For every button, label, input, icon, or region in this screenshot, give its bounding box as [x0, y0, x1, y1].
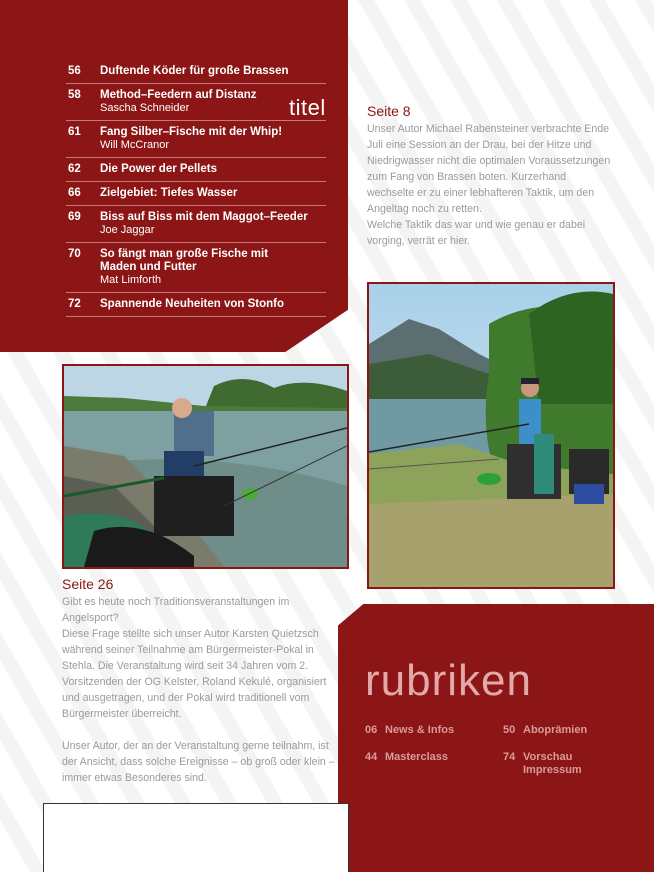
toc-title: Spannende Neuheiten von Stonfo [100, 298, 285, 310]
article-teaser-seite-26 [62, 576, 342, 786]
teaser-text-3: Unser Autor, der an der Veranstaltung gerne teilnahm, ist der Ansicht, dass solche Ereignisse – ob groß oder klein – immer etwas Besonderes sind. [62, 740, 335, 784]
toc-title: Method–Feedern auf Distanz [100, 89, 257, 101]
rubrik-label: News & Infos [385, 724, 455, 736]
rubrik-label: Aboprämien [523, 724, 588, 736]
toc-title: Die Power der Pellets [100, 163, 217, 175]
toc-author: Will McCranor [100, 139, 170, 151]
rubrik-page-number: 44 [365, 751, 378, 763]
toc-entry [66, 293, 326, 317]
rubrik-page-number: 50 [503, 724, 516, 736]
section-label-titel: titel [289, 95, 326, 120]
toc-entry [66, 243, 326, 293]
table-of-contents [66, 60, 326, 317]
rubriken-heading: rubriken [365, 656, 532, 705]
toc-title: Zielgebiet: Tiefes Wasser [100, 187, 238, 199]
toc-title: Fang Silber–Fische mit der Whip! [100, 126, 283, 138]
toc-page-number: 61 [68, 126, 81, 138]
rubriken-panel [338, 604, 654, 872]
photo-angler-seated-by-lake [62, 364, 349, 569]
toc-page-number: 62 [68, 163, 81, 175]
article-teaser-seite-8 [367, 103, 615, 249]
toc-entry [66, 182, 326, 206]
rubrik-item [365, 724, 454, 737]
toc-author: Sascha Schneider [100, 102, 190, 114]
toc-page-number: 72 [68, 298, 81, 310]
toc-author: Joe Jaggar [100, 224, 155, 236]
toc-entry [66, 121, 326, 158]
teaser-heading: Seite 26 [62, 576, 114, 592]
teaser-text: Gibt es heute noch Traditionsveranstaltungen im Angelsport? [62, 596, 290, 624]
toc-entry [66, 206, 326, 243]
rubrik-page-number: 74 [503, 751, 516, 763]
rubrik-page-number: 06 [365, 724, 378, 736]
rubrik-label: Masterclass [385, 751, 448, 763]
toc-entry [66, 84, 326, 121]
photo-angler-on-river-bank [367, 282, 615, 589]
teaser-heading: Seite 8 [367, 103, 411, 119]
toc-page-number: 56 [68, 65, 81, 77]
teaser-text-2: Welche Taktik das war und wie genau er dabei vorging, verrät er hier. [367, 219, 586, 247]
toc-author: Mat Limforth [100, 274, 162, 286]
toc-entry [66, 60, 326, 84]
rubrik-item [503, 751, 582, 777]
toc-page-number: 70 [68, 248, 81, 260]
toc-page-number: 58 [68, 89, 81, 101]
toc-page-number: 66 [68, 187, 81, 199]
toc-entry [66, 158, 326, 182]
rubrik-label-2: Impressum [523, 764, 582, 776]
toc-title: Biss auf Biss mit dem Maggot–Feeder [100, 211, 308, 223]
rubrik-item [365, 751, 448, 764]
toc-title: So fängt man große Fische mit Maden und Futter [100, 248, 269, 273]
toc-page-number: 69 [68, 211, 81, 223]
teaser-text: Unser Autor Michael Rabensteiner verbrachte Ende Juli eine Session an der Drau, bei der Hitze und Niedrigwasser nicht die optimalen Voraussetzungen zum Fang von Brassen boten. Kurzerhand wechselte er zu einer lebhafteren Taktik, um den Angeltag noch zu retten. [367, 123, 611, 215]
rubrik-label: Vorschau [523, 751, 573, 763]
empty-frame-box [43, 803, 349, 872]
rubrik-item [503, 724, 587, 737]
teaser-text-2: Diese Frage stellte sich unser Autor Karsten Quietzsch während seiner Teilnahme am Bürgermeister-Pokal in Stehla. Die Veranstaltung wird seit 34 Jahren vom 2. Vorsitzenden der OG Kelster, Roland Kekulé, organisiert und ausgetragen, und der Pokal wird traditionell vom Bürgermeister überreicht. [62, 628, 327, 720]
toc-title: Duftende Köder für große Brassen [100, 65, 289, 77]
